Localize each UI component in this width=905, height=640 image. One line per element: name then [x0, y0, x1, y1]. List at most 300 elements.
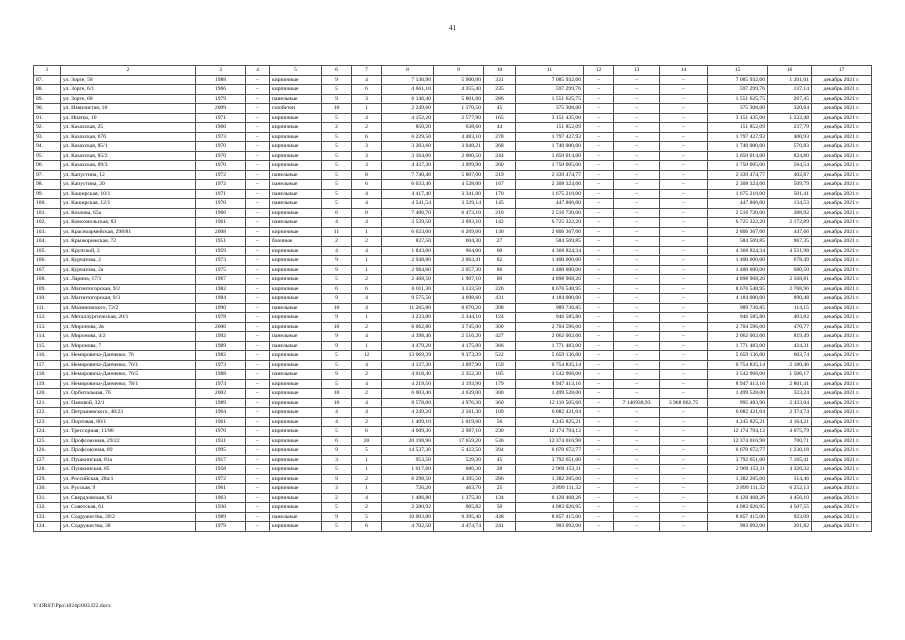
table-cell: 4 898 968,26 — [516, 275, 584, 285]
table-cell: 1917 — [196, 455, 246, 465]
table-cell: – — [584, 417, 614, 427]
table-cell: 4 609,30 — [382, 427, 434, 437]
table-row — [34, 503, 872, 513]
table-cell: 9 — [322, 256, 352, 266]
table-cell: 1 230,18 — [768, 446, 812, 456]
table-cell: 946 585,80 — [516, 313, 584, 323]
page-number: 41 — [449, 24, 456, 32]
table-cell: 92. — [34, 123, 61, 133]
table-cell: 447 866,00 — [708, 199, 768, 209]
table-cell: 5 801,60 — [434, 94, 484, 104]
column-header: 2 — [61, 66, 196, 76]
table-cell: 1 797 427,93 — [516, 132, 584, 142]
table-cell: 12 174 794,12 — [516, 427, 584, 437]
table-cell: 6 128 468,26 — [708, 493, 768, 503]
table-cell: 12 174 794,12 — [708, 427, 768, 437]
table-cell: 87. — [34, 75, 61, 85]
table-cell: – — [614, 389, 660, 399]
table-cell: 431 — [484, 294, 516, 304]
table-cell: 463,70 — [434, 484, 484, 494]
table-cell: кирпичные — [270, 427, 322, 437]
table-cell: 20 — [352, 436, 382, 446]
table-cell: – — [246, 465, 270, 475]
table-cell: – — [614, 208, 660, 218]
table-cell: 5 900,00 — [434, 75, 484, 85]
table-row — [34, 493, 872, 503]
table-cell: декабрь 2021 г. — [812, 474, 872, 484]
table-cell: декабрь 2021 г. — [812, 237, 872, 247]
table-cell: 116. — [34, 351, 61, 361]
table-cell: 93. — [34, 132, 61, 142]
table-cell: 5 659 136,00 — [516, 351, 584, 361]
table-cell: 106. — [34, 256, 61, 266]
table-cell: 4 — [352, 379, 382, 389]
table-cell: кирпичные — [270, 227, 322, 237]
table-cell: 953,50 — [382, 455, 434, 465]
table-cell: 1 750 005,00 — [708, 161, 768, 171]
table-cell: 4 456,10 — [768, 493, 812, 503]
table-cell: 6 725 322,20 — [708, 218, 768, 228]
table-cell: 127. — [34, 455, 61, 465]
table-cell: 1958 — [196, 465, 246, 475]
table-cell: 115. — [34, 341, 61, 351]
table-cell: 95. — [34, 151, 61, 161]
table-cell: ул. Немировича-Данченко, 76/1 — [61, 360, 196, 370]
table-cell: ул. Петрашевского, 48/23 — [61, 408, 196, 418]
table-cell: 6 229,50 — [382, 132, 434, 142]
table-cell: 1995 — [196, 446, 246, 456]
table-cell: – — [614, 123, 660, 133]
table-cell: ул. Зорге, 68 — [61, 94, 196, 104]
table-cell: 3 542 966,00 — [516, 370, 584, 380]
table-cell: 1 — [352, 227, 382, 237]
table-cell: 118. — [34, 370, 61, 380]
table-cell: кирпичные — [270, 113, 322, 123]
table-cell: – — [614, 161, 660, 171]
table-cell: – — [614, 199, 660, 209]
table-cell: 1971 — [196, 113, 246, 123]
table-cell: 6 298,50 — [382, 474, 434, 484]
table-cell: 2 801,41 — [768, 379, 812, 389]
table-cell: 210 — [484, 208, 516, 218]
column-header: 3 — [196, 66, 246, 76]
table-cell: 946 585,80 — [708, 313, 768, 323]
table-cell: кирпичные — [270, 313, 322, 323]
table-cell: ул. Советская, 61 — [61, 503, 196, 513]
table-cell: ул. Малиновского, 72/2 — [61, 303, 196, 313]
table-cell: – — [614, 503, 660, 513]
table-cell: 2002 — [196, 389, 246, 399]
table-cell: 90. — [34, 104, 61, 114]
table-cell: 2 — [322, 493, 352, 503]
table-cell: 5 — [322, 199, 352, 209]
table-cell: – — [614, 455, 660, 465]
table-cell: кирпичные — [270, 417, 322, 427]
table-cell: – — [614, 170, 660, 180]
table-cell: 331 — [484, 75, 516, 85]
table-cell: декабрь 2021 г. — [812, 256, 872, 266]
table-cell: кирпичные — [270, 275, 322, 285]
table-row — [34, 113, 872, 123]
table-cell: 1988 — [196, 370, 246, 380]
table-cell: – — [614, 436, 660, 446]
table-cell: 522 — [484, 351, 516, 361]
table-row — [34, 104, 872, 114]
table-cell: 167 — [484, 180, 516, 190]
table-cell: 4 698,60 — [434, 294, 484, 304]
table-cell: 1989 — [196, 341, 246, 351]
table-cell: – — [614, 132, 660, 142]
table-cell: 300 — [484, 389, 516, 399]
table-cell: – — [614, 303, 660, 313]
table-cell: 97. — [34, 170, 61, 180]
table-cell: 5 — [322, 170, 352, 180]
table-cell: 1982 — [196, 351, 246, 361]
table-cell: – — [246, 75, 270, 85]
table-cell: – — [584, 455, 614, 465]
table-cell: 1 486,80 — [382, 493, 434, 503]
table-cell: 1 771 483,00 — [516, 341, 584, 351]
table-cell: ул. Крыжорижская, 72 — [61, 237, 196, 247]
table-cell: – — [584, 132, 614, 142]
table-cell: – — [246, 484, 270, 494]
table-cell: декабрь 2021 г. — [812, 151, 872, 161]
table-cell: 89 — [484, 275, 516, 285]
table-cell: 1 — [352, 256, 382, 266]
table-cell: – — [246, 189, 270, 199]
table-cell: 509,79 — [768, 180, 812, 190]
table-cell: – — [614, 227, 660, 237]
header-row — [34, 66, 872, 76]
table-cell: 11 — [322, 227, 352, 237]
table-cell: 424,31 — [768, 341, 812, 351]
table-cell: 5 — [322, 427, 352, 437]
table-cell: декабрь 2021 г. — [812, 132, 872, 142]
table-cell: 12 374 016,98 — [516, 436, 584, 446]
table-cell: 3 233,00 — [382, 313, 434, 323]
table-cell: 4 152,20 — [382, 113, 434, 123]
table-cell: 244 — [484, 151, 516, 161]
table-cell: 320,64 — [768, 104, 812, 114]
table-cell: 4 — [352, 189, 382, 199]
table-cell: панельные — [270, 218, 322, 228]
table-cell: 2 468,50 — [382, 275, 434, 285]
table-cell: – — [584, 256, 614, 266]
table-cell: – — [246, 313, 270, 323]
table-cell: 3 093,10 — [434, 218, 484, 228]
column-header: 14 — [660, 66, 708, 76]
table-cell: 134. — [34, 522, 61, 532]
table-cell: ул. Пушкинская, 85 — [61, 465, 196, 475]
table-cell: 4 — [322, 408, 352, 418]
table-cell: 2 062 002,00 — [516, 332, 584, 342]
table-cell: 6 — [352, 180, 382, 190]
table-cell: – — [660, 75, 708, 85]
table-row — [34, 379, 872, 389]
table-cell: – — [584, 294, 614, 304]
table-cell: – — [614, 446, 660, 456]
table-cell: – — [584, 189, 614, 199]
table-cell: 819,49 — [768, 332, 812, 342]
table-cell: 5 — [322, 161, 352, 171]
table-cell: – — [584, 484, 614, 494]
table-cell: – — [246, 351, 270, 361]
table-cell: декабрь 2021 г. — [812, 94, 872, 104]
table-cell: 4 — [352, 218, 382, 228]
table-cell: – — [246, 170, 270, 180]
table-cell: – — [584, 218, 614, 228]
table-cell: – — [584, 341, 614, 351]
table-cell: 98. — [34, 180, 61, 190]
table-cell: 4 531,98 — [768, 246, 812, 256]
table-cell: 4 368 824,34 — [708, 246, 768, 256]
table-cell: – — [584, 332, 614, 342]
table-cell: 8 670,20 — [434, 303, 484, 313]
table-cell: панельные — [270, 180, 322, 190]
table-cell: 45 — [484, 455, 516, 465]
table-cell: – — [660, 284, 708, 294]
table-cell: 111. — [34, 303, 61, 313]
table-cell: – — [246, 398, 270, 408]
table-cell: 6 062,80 — [382, 322, 434, 332]
table-cell: – — [660, 474, 708, 484]
table-cell: 4 437,30 — [382, 161, 434, 171]
table-cell: 1931 — [196, 436, 246, 446]
column-header: 8 — [382, 66, 434, 76]
table-row — [34, 218, 872, 228]
table-cell: 130 — [484, 227, 516, 237]
table-cell: 131. — [34, 493, 61, 503]
table-cell: – — [246, 284, 270, 294]
table-cell: 4 398,40 — [382, 332, 434, 342]
table-cell: 5 — [322, 132, 352, 142]
table-cell: ул. Казахская, 67б — [61, 132, 196, 142]
table-cell: 8 857 415,00 — [516, 512, 584, 522]
table-cell: 314,46 — [768, 474, 812, 484]
table-cell: ул. Крупской, 2 — [61, 246, 196, 256]
table-cell: 44 — [484, 123, 516, 133]
table-cell: 2 969 153,11 — [516, 465, 584, 475]
table-cell: 1961 — [196, 218, 246, 228]
table-cell: 6 082 421,04 — [516, 408, 584, 418]
table-row — [34, 199, 872, 209]
table-row — [34, 360, 872, 370]
table-cell: декабрь 2021 г. — [812, 417, 872, 427]
table-cell: 360 — [484, 398, 516, 408]
column-header: 9 — [434, 66, 484, 76]
table-cell: – — [246, 142, 270, 152]
table-cell: 1978 — [196, 313, 246, 323]
table-cell: ул. Капустина, 20 — [61, 180, 196, 190]
table-cell: 4 661,10 — [382, 85, 434, 95]
table-cell: – — [660, 275, 708, 285]
table-cell: 2 — [352, 503, 382, 513]
table-cell: 4 507,55 — [768, 503, 812, 513]
table-cell: 4 — [352, 398, 382, 408]
table-cell: 2 969 153,11 — [708, 465, 768, 475]
table-cell: панельные — [270, 370, 322, 380]
table-cell: – — [246, 322, 270, 332]
table-cell: – — [246, 227, 270, 237]
table-cell: 1959 — [196, 246, 246, 256]
table-cell: 4 164,21 — [768, 417, 812, 427]
table-cell: 60 — [484, 246, 516, 256]
table-cell: 903 092,00 — [516, 522, 584, 532]
table-cell: 536 — [484, 436, 516, 446]
table-cell: – — [246, 256, 270, 266]
table-cell: ул. Извилистая, 10 — [61, 104, 196, 114]
table-cell: 4 639,00 — [434, 389, 484, 399]
table-cell: – — [660, 199, 708, 209]
table-cell: 2 339 474,77 — [516, 170, 584, 180]
table-cell: 1 675 210,00 — [708, 189, 768, 199]
column-header: 11 — [516, 66, 584, 76]
table-cell: – — [246, 275, 270, 285]
table-cell: кирпичные — [270, 294, 322, 304]
table-cell: – — [614, 284, 660, 294]
table-cell: – — [246, 294, 270, 304]
table-cell: 113. — [34, 322, 61, 332]
table-cell: 1951 — [196, 237, 246, 247]
table-cell: декабрь 2021 г. — [812, 246, 872, 256]
table-cell: 3 792 651,00 — [708, 455, 768, 465]
table-cell: 11 265,80 — [382, 303, 434, 313]
table-cell: – — [660, 512, 708, 522]
table-cell: ул. Красноармейская, 298/81 — [61, 227, 196, 237]
table-cell: 3 — [352, 161, 382, 171]
table-cell: 1 771 483,00 — [708, 341, 768, 351]
table-cell: 9 — [322, 294, 352, 304]
table-cell: 3 — [322, 484, 352, 494]
table-cell: декабрь 2021 г. — [812, 303, 872, 313]
table-cell: декабрь 2021 г. — [812, 503, 872, 513]
table-cell: – — [246, 180, 270, 190]
table-cell: ул. Ипатко, 10 — [61, 113, 196, 123]
table-cell: 1973 — [196, 360, 246, 370]
table-cell: 6 — [352, 427, 382, 437]
table-cell: – — [246, 493, 270, 503]
table-cell: – — [584, 113, 614, 123]
table-cell: – — [660, 208, 708, 218]
table-cell: декабрь 2021 г. — [812, 123, 872, 133]
table-cell: декабрь 2021 г. — [812, 294, 872, 304]
table-cell: – — [660, 313, 708, 323]
table-cell: 1971 — [196, 189, 246, 199]
table-cell: 128. — [34, 465, 61, 475]
table-cell: – — [660, 246, 708, 256]
table-cell: ул. Пушкинская, 81а — [61, 455, 196, 465]
table-cell: 4 — [322, 246, 352, 256]
table-cell: 1 — [352, 484, 382, 494]
table-cell: 278 — [484, 132, 516, 142]
table-cell: 4 976,30 — [434, 398, 484, 408]
table-cell: 185 — [484, 370, 516, 380]
table-cell: ул. Миронова, 2в — [61, 322, 196, 332]
table-cell: газобетон — [270, 104, 322, 114]
table-cell: 2 987,10 — [434, 427, 484, 437]
table-cell: декабрь 2021 г. — [812, 322, 872, 332]
table-cell: панельные — [270, 189, 322, 199]
table-row — [34, 142, 872, 152]
table-cell: 28 — [484, 465, 516, 475]
table-cell: 1 400 000,00 — [708, 256, 768, 266]
table-cell: 1970 — [196, 161, 246, 171]
table-cell: кирпичные — [270, 379, 322, 389]
table-cell: 2 062 002,00 — [708, 332, 768, 342]
table-cell: 14 537,30 — [382, 446, 434, 456]
table-cell: ул. Козлова, 65а — [61, 208, 196, 218]
table-cell: – — [660, 113, 708, 123]
table-cell: кирпичные — [270, 142, 322, 152]
table-cell: ул. Немировича-Данченко, 76/5 — [61, 370, 196, 380]
table-cell: 6 003,40 — [382, 389, 434, 399]
table-cell: 125. — [34, 436, 61, 446]
table-cell: декабрь 2021 г. — [812, 341, 872, 351]
table-cell: 2 516 720,00 — [516, 208, 584, 218]
table-cell: – — [660, 237, 708, 247]
table-cell: 1 400 000,00 — [516, 256, 584, 266]
table-cell: 6 082 421,04 — [708, 408, 768, 418]
table-cell: – — [246, 427, 270, 437]
table-row — [34, 370, 872, 380]
table-row — [34, 313, 872, 323]
table-cell: ул. Содружества, 38 — [61, 522, 196, 532]
table-cell: 1 017,60 — [382, 465, 434, 475]
table-cell: – — [246, 417, 270, 427]
table-cell: 1973 — [196, 132, 246, 142]
table-cell: 142 — [484, 218, 516, 228]
table-cell: 4 528,00 — [434, 180, 484, 190]
table-cell: 3 — [352, 151, 382, 161]
table-cell: 1972 — [196, 170, 246, 180]
table-cell: 7 136,90 — [382, 75, 434, 85]
table-cell: ул. Миронова, 4/2 — [61, 332, 196, 342]
table-cell: 678,49 — [768, 256, 812, 266]
table-cell: – — [660, 408, 708, 418]
table-cell: 3 099,90 — [434, 161, 484, 171]
table-cell: 12 374 016,98 — [708, 436, 768, 446]
table-cell: 86 — [484, 265, 516, 275]
table-cell: – — [660, 427, 708, 437]
table-cell: – — [584, 379, 614, 389]
table-cell: ул. Магнитогорская, 9/2 — [61, 284, 196, 294]
table-cell: 13 069,39 — [382, 351, 434, 361]
table-cell: 2 561,30 — [434, 408, 484, 418]
table-row — [34, 474, 872, 484]
table-cell: 1 400 000,00 — [708, 265, 768, 275]
table-cell: 2 172,89 — [768, 218, 812, 228]
table-cell: 10 — [322, 398, 352, 408]
table-cell: 10 — [322, 322, 352, 332]
table-cell: 260 — [484, 161, 516, 171]
table-cell: 3 097,90 — [434, 360, 484, 370]
table-cell: 2 280,92 — [382, 503, 434, 513]
table-cell: 2 704 596,00 — [708, 322, 768, 332]
column-header: 4 — [246, 66, 270, 76]
table-cell: ул. Пановой, 32/1 — [61, 398, 196, 408]
table-cell: 4 — [352, 246, 382, 256]
table-row — [34, 351, 872, 361]
table-cell: 3 745,00 — [434, 322, 484, 332]
table-cell: – — [660, 360, 708, 370]
table-cell: декабрь 2021 г. — [812, 284, 872, 294]
table-cell: 4 — [352, 294, 382, 304]
table-cell: – — [584, 151, 614, 161]
table-cell: 2 806 367,00 — [708, 227, 768, 237]
table-cell: 1975 — [196, 265, 246, 275]
table-cell: – — [614, 104, 660, 114]
table-cell: 4 — [352, 199, 382, 209]
